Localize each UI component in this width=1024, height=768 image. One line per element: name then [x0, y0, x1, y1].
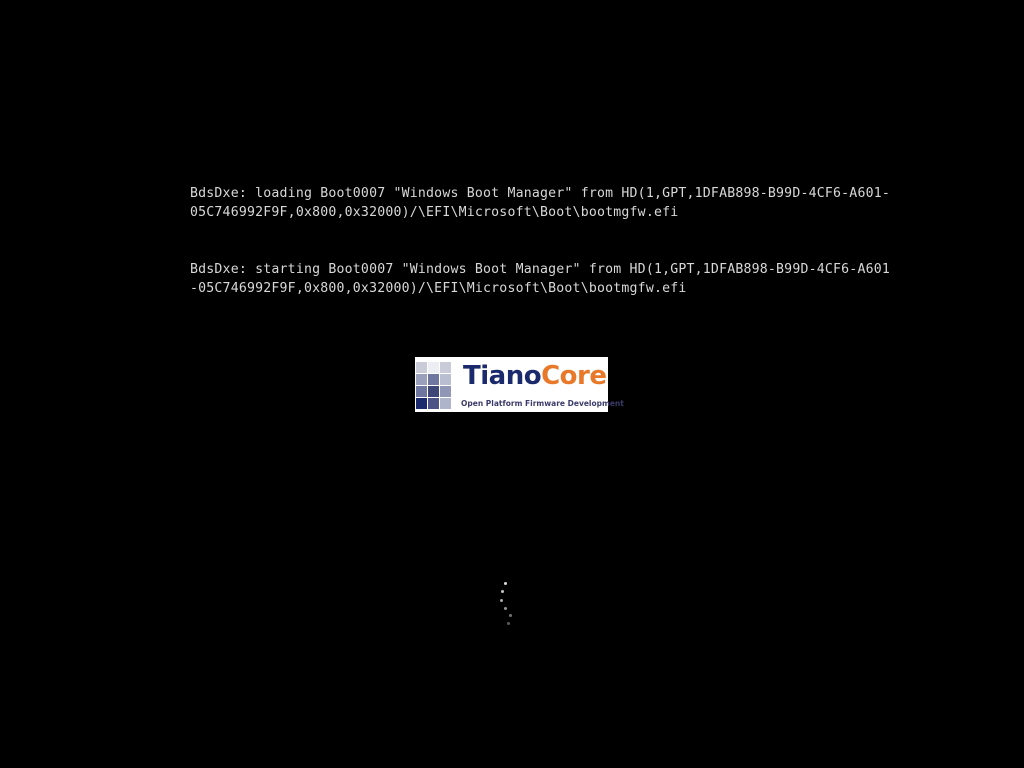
console-line: BdsDxe: starting Boot0007 "Windows Boot Manager" from HD(1,GPT,1DFAB898-B99D-4CF6-A601-05C746992F9F,0x800,0x32000)/\EFI\Microsoft\Boot\bootmgfw.efi: [190, 262, 891, 296]
logo-tagline: Open Platform Firmware Development: [461, 399, 624, 408]
logo-word-core: Core: [541, 361, 607, 391]
logo-word-tiano: Tiano: [463, 361, 542, 391]
loading-spinner-icon: [488, 578, 536, 626]
console-line: BdsDxe: loading Boot0007 "Windows Boot Manager" from HD(1,GPT,1DFAB898-B99D-4CF6-A601-05C746992F9F,0x800,0x32000)/\EFI\Microsoft\Boot\bootmgfw.efi: [190, 186, 891, 220]
tianocore-logo: [415, 357, 624, 412]
firmware-boot-console: [190, 146, 890, 317]
logo-squares-icon: [415, 357, 461, 412]
logo-wordmark: [463, 361, 606, 391]
